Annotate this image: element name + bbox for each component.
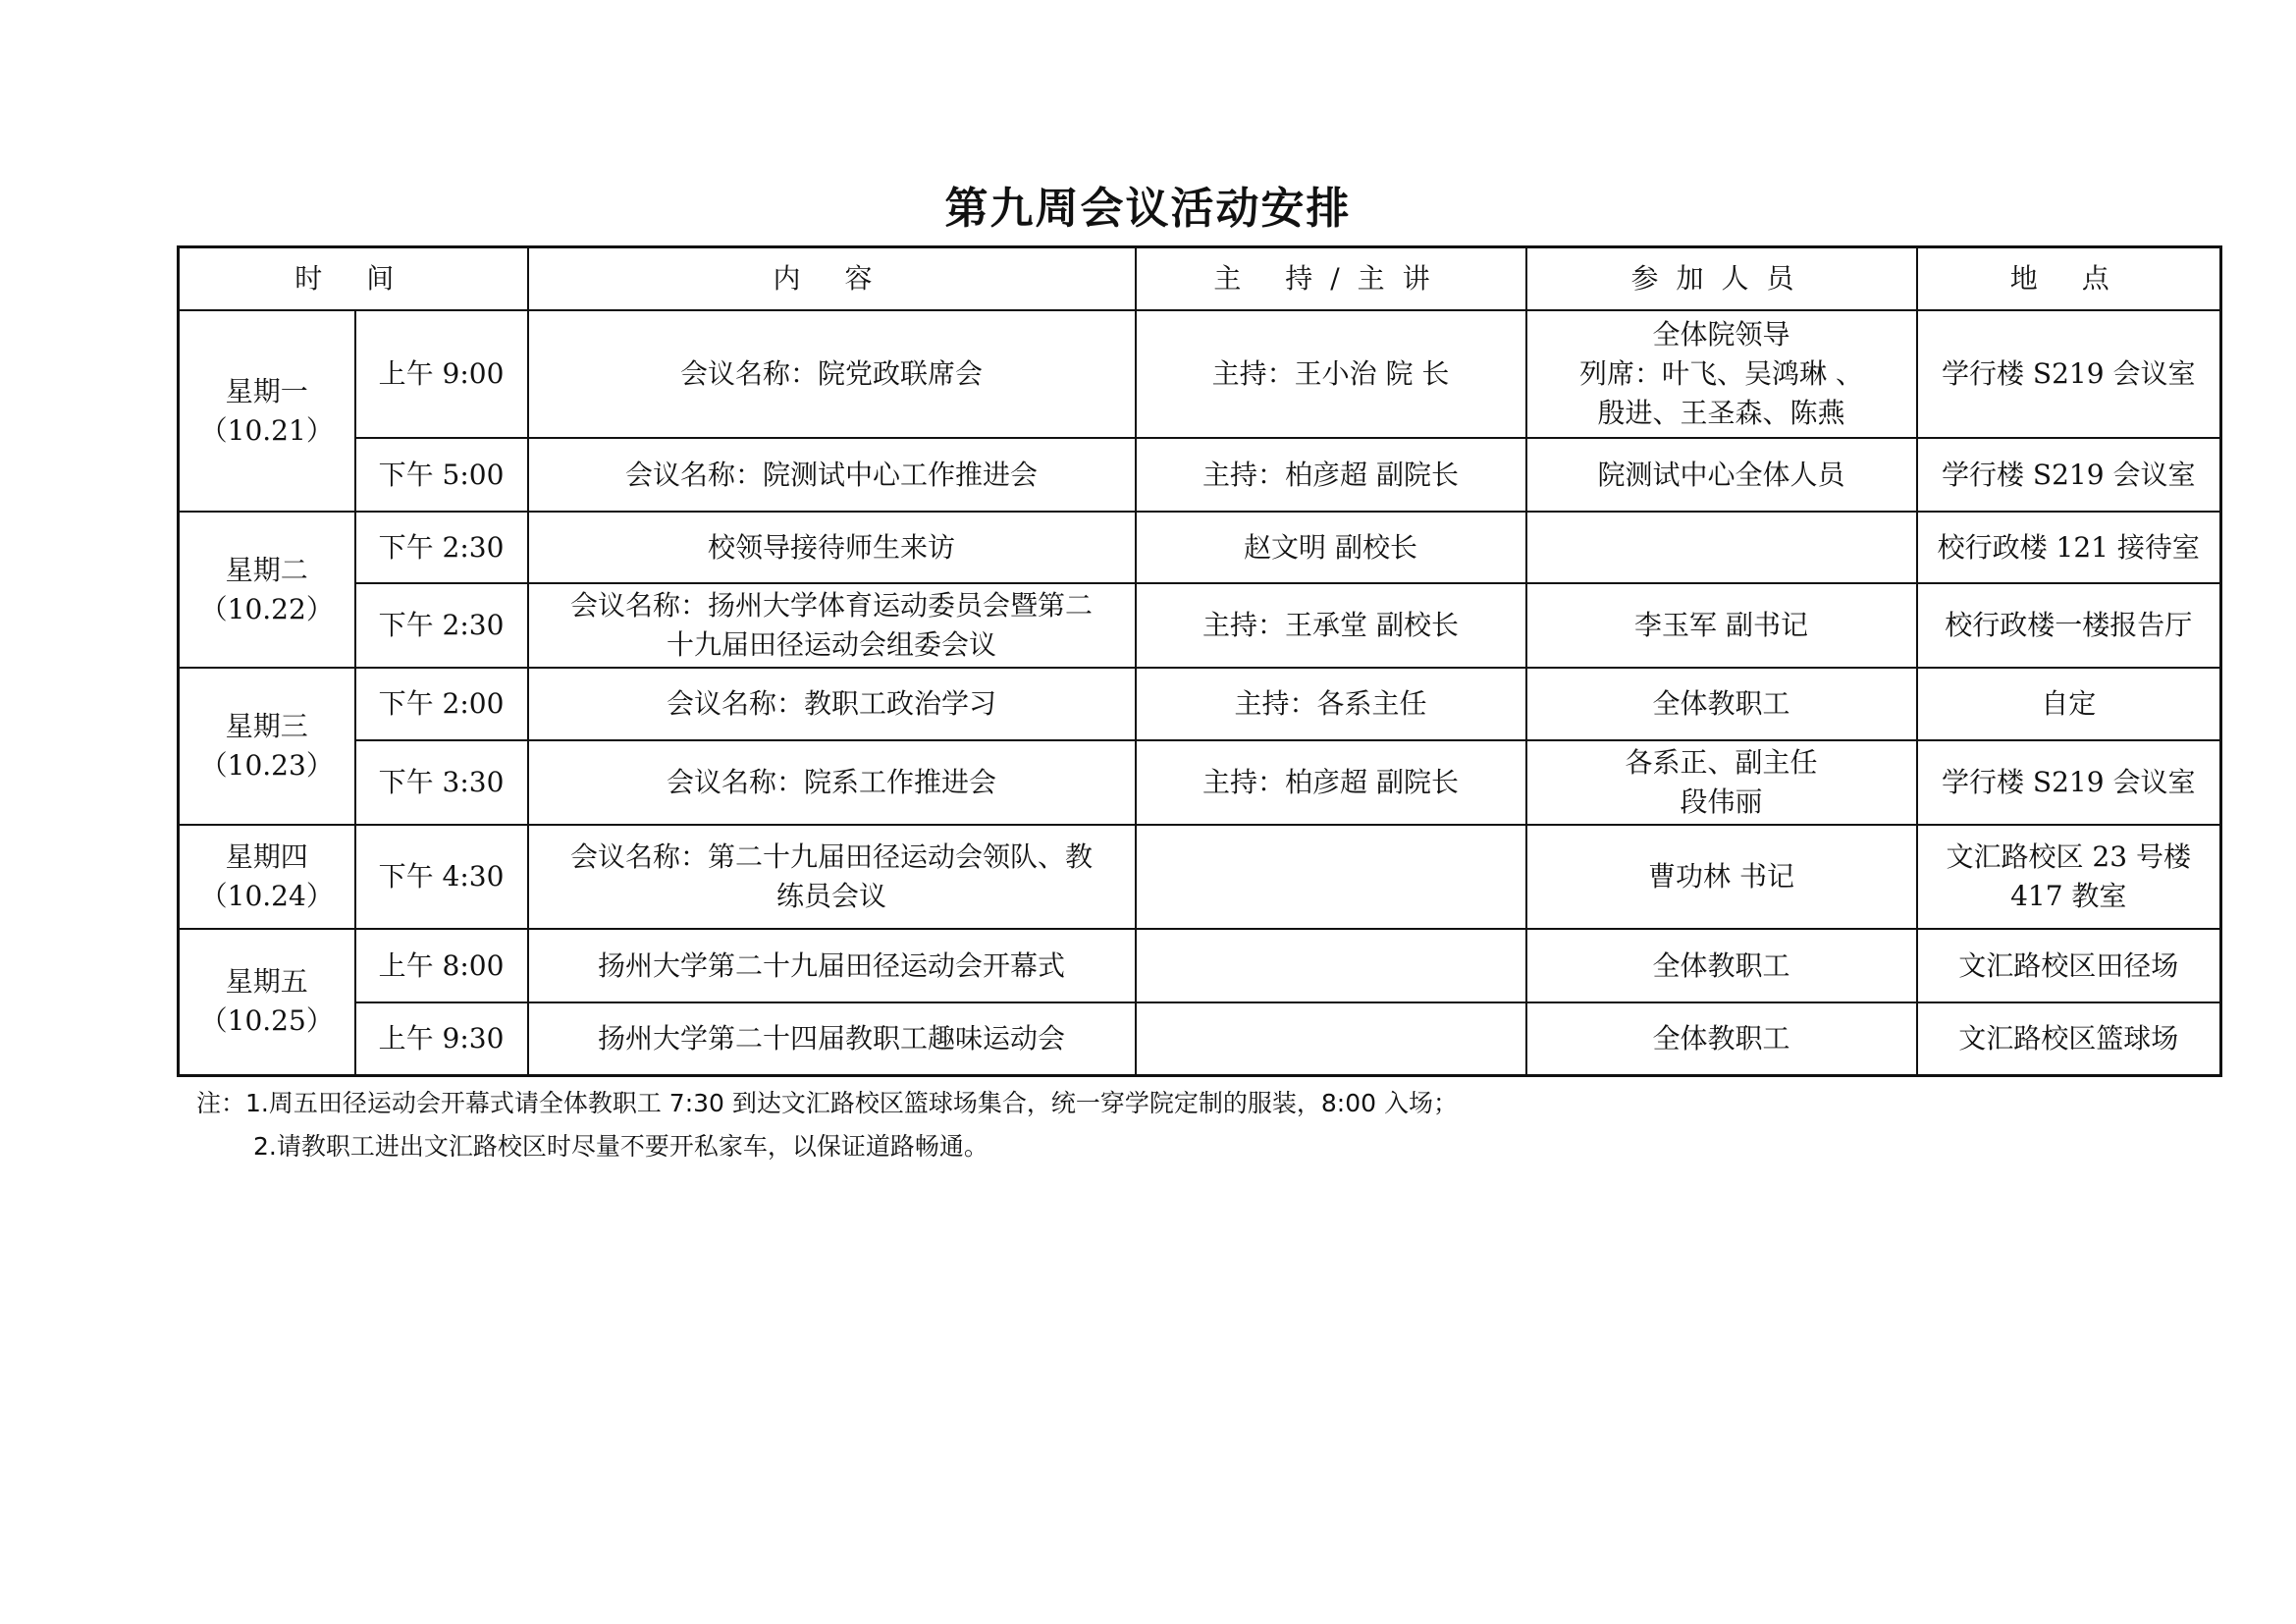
header-time: 时 间: [179, 247, 528, 311]
content-cell: 会议名称：扬州大学体育运动委员会暨第二 十九届田径运动会组委会议: [528, 583, 1136, 668]
day-cell: 星期一 （10.21）: [179, 310, 355, 512]
participants-cell: 全体院领导 列席：叶飞、吴鸿琳 、 殷进、王圣森、陈燕: [1526, 310, 1917, 438]
time-cell: 上午 8:00: [355, 929, 528, 1002]
table-row: [179, 512, 2221, 583]
content-cell: 会议名称：院党政联席会: [528, 310, 1136, 438]
time-cell: 下午 4:30: [355, 825, 528, 929]
time-cell: 下午 2:30: [355, 512, 528, 583]
time-cell: 下午 3:30: [355, 740, 528, 825]
location-cell: 自定: [1917, 668, 2221, 740]
header-row: [179, 247, 2221, 311]
host-cell: 主持：各系主任: [1136, 668, 1526, 740]
content-cell: 会议名称：院测试中心工作推进会: [528, 438, 1136, 512]
page-title: 第九周会议活动安排: [944, 184, 1352, 234]
time-cell: 上午 9:00: [355, 310, 528, 438]
notes: [196, 1082, 1458, 1168]
participants-cell: [1526, 512, 1917, 583]
note-2: 2.请教职工进出文汇路校区时尽量不要开私家车，以保证道路畅通。: [253, 1132, 988, 1161]
day-cell: 星期三 （10.23）: [179, 668, 355, 825]
location-cell: 校行政楼一楼报告厅: [1917, 583, 2221, 668]
participants-cell: 全体教职工: [1526, 1002, 1917, 1075]
participants-cell: 李玉军 副书记: [1526, 583, 1917, 668]
table-row: [179, 929, 2221, 1002]
table-row: [179, 1002, 2221, 1075]
participants-cell: 全体教职工: [1526, 929, 1917, 1002]
table-row: [179, 438, 2221, 512]
participants-cell: 各系正、副主任 段伟丽: [1526, 740, 1917, 825]
table-row: [179, 310, 2221, 438]
header-content: 内 容: [528, 247, 1136, 311]
time-cell: 下午 2:30: [355, 583, 528, 668]
day-cell: 星期四 （10.24）: [179, 825, 355, 929]
header-host: 主 持/主讲: [1136, 247, 1526, 311]
day-cell: 星期二 （10.22）: [179, 512, 355, 668]
host-cell: [1136, 1002, 1526, 1075]
content-cell: 会议名称：教职工政治学习: [528, 668, 1136, 740]
location-cell: 学行楼 S219 会议室: [1917, 438, 2221, 512]
time-cell: 上午 9:30: [355, 1002, 528, 1075]
content-cell: 校领导接待师生来访: [528, 512, 1136, 583]
day-cell: 星期五 （10.25）: [179, 929, 355, 1075]
schedule-table: [177, 245, 2222, 1077]
table-row: [179, 740, 2221, 825]
host-cell: 主持：柏彦超 副院长: [1136, 740, 1526, 825]
location-cell: 文汇路校区篮球场: [1917, 1002, 2221, 1075]
time-cell: 下午 5:00: [355, 438, 528, 512]
location-cell: 文汇路校区田径场: [1917, 929, 2221, 1002]
content-cell: 扬州大学第二十四届教职工趣味运动会: [528, 1002, 1136, 1075]
location-cell: 文汇路校区 23 号楼 417 教室: [1917, 825, 2221, 929]
host-cell: [1136, 825, 1526, 929]
time-cell: 下午 2:00: [355, 668, 528, 740]
participants-cell: 院测试中心全体人员: [1526, 438, 1917, 512]
host-cell: 主持：王承堂 副校长: [1136, 583, 1526, 668]
header-participants: 参加人员: [1526, 247, 1917, 311]
table-row: [179, 825, 2221, 929]
location-cell: 学行楼 S219 会议室: [1917, 310, 2221, 438]
location-cell: 学行楼 S219 会议室: [1917, 740, 2221, 825]
host-cell: 赵文明 副校长: [1136, 512, 1526, 583]
host-cell: 主持：柏彦超 副院长: [1136, 438, 1526, 512]
note-1: 注：1.周五田径运动会开幕式请全体教职工 7:30 到达文汇路校区篮球场集合，统一穿学院定制的服装，8:00 入场；: [196, 1089, 1458, 1117]
table-row: [179, 668, 2221, 740]
content-cell: 会议名称：院系工作推进会: [528, 740, 1136, 825]
header-location: 地 点: [1917, 247, 2221, 311]
table-row: [179, 583, 2221, 668]
host-cell: [1136, 929, 1526, 1002]
content-cell: 扬州大学第二十九届田径运动会开幕式: [528, 929, 1136, 1002]
participants-cell: 曹功林 书记: [1526, 825, 1917, 929]
location-cell: 校行政楼 121 接待室: [1917, 512, 2221, 583]
participants-cell: 全体教职工: [1526, 668, 1917, 740]
content-cell: 会议名称：第二十九届田径运动会领队、教 练员会议: [528, 825, 1136, 929]
host-cell: 主持：王小治 院 长: [1136, 310, 1526, 438]
